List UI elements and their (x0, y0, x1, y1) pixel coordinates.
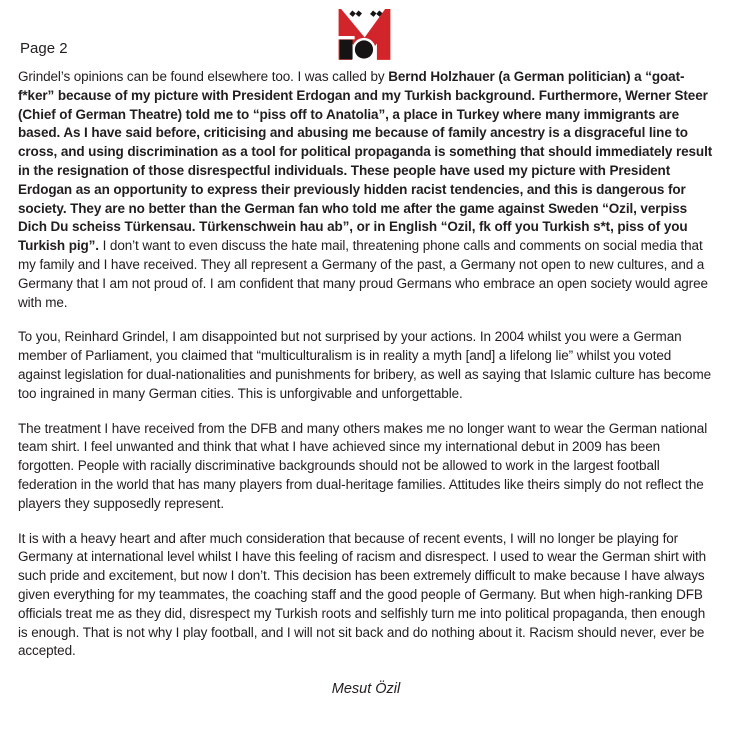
letter-paragraph-2: To you, Reinhard Grindel, I am disappointed but not surprised by your actions. In 2004 whilst you were a German member of Parliament, you claimed that “multiculturalism is in reality a myth [and] a lifelong lie” whilst you voted against legislation for dual-nationalities and punishments for bribery, as well as saying that Islamic culture has become too ingrained in many German cities. This is unforgivable and unforgettable. (18, 329, 712, 401)
letter-paragraph-1: Grindel’s opinions can be found elsewhere too. I was called by Bernd Holzhauer (a German politician) a “goat-f*ker” because of my picture with President Erdogan and my Turkish background. Furthermore, Werner Steer (Chief of German Theatre) told me to “piss off to Anatolia”, a place in Turkey where many immigrants are based. As I have said before, criticising and abusing me because of family ancestry is a disgraceful line to cross, and using discrimination as a tool for political propaganda is something that should immediately result in the resignation of those disrespectful individuals. These people have used my picture with President Erdogan as an opportunity to express their previously hidden racist tendencies, and this is dangerous for society. They are no better than the German fan who told me after the game against Sweden “Ozil, verpiss Dich Du scheiss Türkensau. Türkenschwein hau ab”, or in English “Ozil, fk off you Turkish s*t, piss of you Turkish pig”. I don’t want to even discuss the hate mail, threatening phone calls and comments on social media that my family and I have received. They all represent a Germany of the past, a Germany not open to new cultures, and a Germany that I am not proud of. I am confident that many proud Germans who embrace an open society would agree with me. (18, 69, 713, 310)
m10-logo (336, 9, 394, 61)
letter-body (18, 68, 714, 697)
letter-paragraph-4: It is with a heavy heart and after much consideration that because of recent events, I will no longer be playing for Germany at international level whilst I have this feeling of racism and disrespect. I used to wear the German shirt with such pride and excitement, but now I don’t. This decision has been extremely difficult to make because I have always given everything for my teammates, the coaching staff and the good people of Germany. But when high-ranking DFB officials treat me as they did, disrespect my Turkish roots and selfishly turn me into political propaganda, then enough is enough. That is not why I play football, and I will not sit back and do nothing about it. Racism should never, ever be accepted. (18, 530, 707, 659)
m10-logo-icon (336, 9, 394, 61)
letter-paragraph-3: The treatment I have received from the DFB and many others makes me no longer want to wear the German national team shirt. I feel unwanted and think that what I have achieved since my international debut in 2009 has been forgotten. People with racially discriminative backgrounds should not be allowed to work in the largest football federation in the world that has many players from dual-heritage families. Attitudes like theirs simply do not reflect the players they supposedly represent. (18, 420, 708, 511)
page-number-label: Page 2 (20, 40, 68, 57)
signature: Mesut Özil (331, 681, 401, 698)
